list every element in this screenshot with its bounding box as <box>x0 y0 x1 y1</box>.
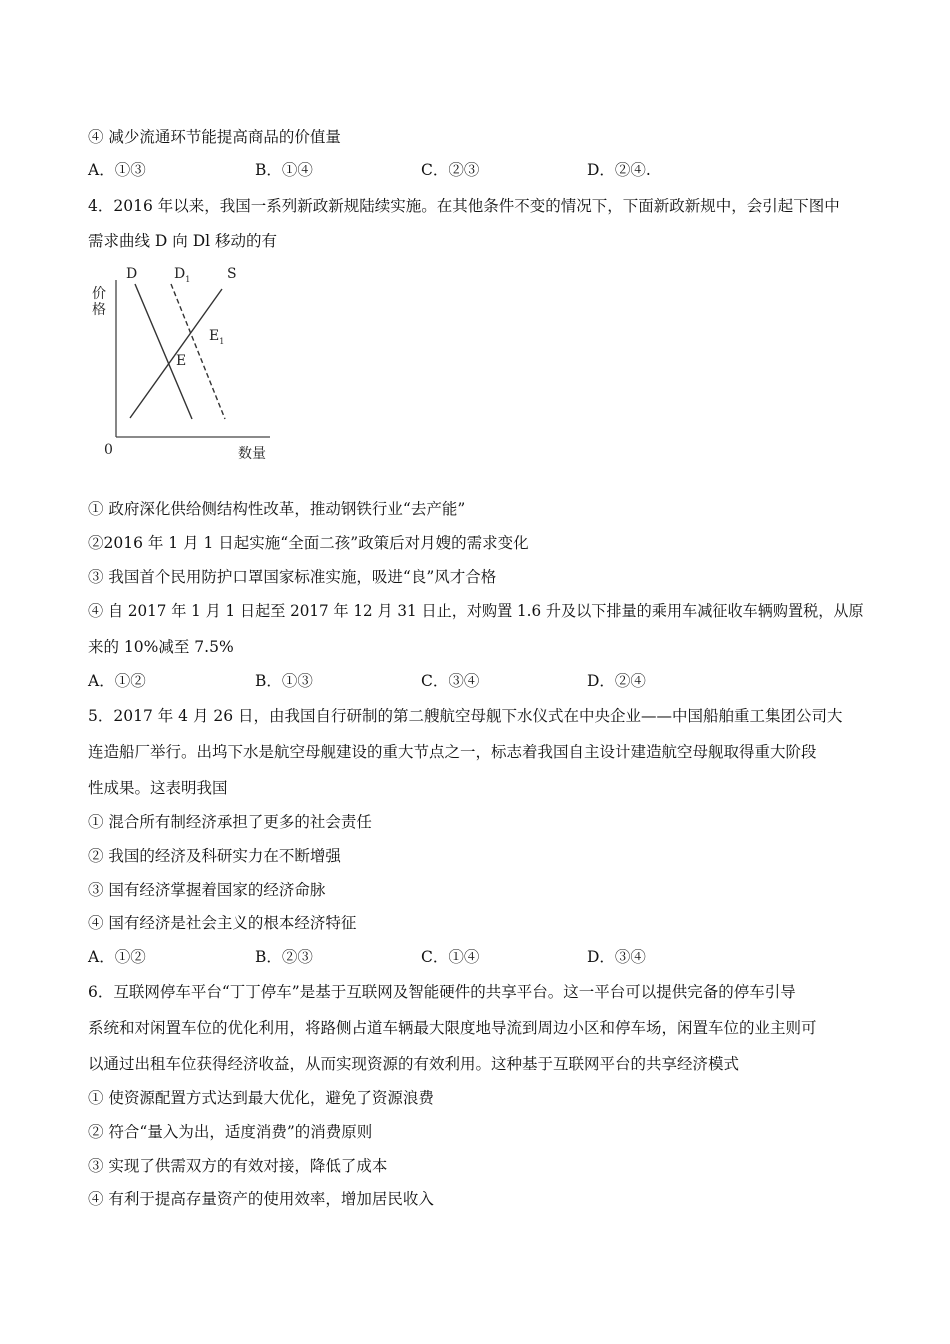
q6-item-4: ④ 有利于提高存量资产的使用效率，增加居民收入 <box>88 1190 434 1208</box>
label-e: E <box>176 353 187 369</box>
q4-item-1: ① 政府深化供给侧结构性改革，推动钢铁行业“去产能” <box>88 500 466 518</box>
q5-stem-line-2: 连造船厂举行。出坞下水是航空母舰建设的重大节点之一，标志着我国自主设计建造航空母舰取得重大阶段 <box>88 743 817 761</box>
q6-item-3: ③ 实现了供需双方的有效对接，降低了成本 <box>88 1157 388 1175</box>
q5-option-a: A．①② <box>88 948 146 966</box>
q6-item-1: ① 使资源配置方式达到最大优化，避免了资源浪费 <box>88 1089 434 1107</box>
q4-item-4-line-2: 来的 10%减至 7.5% <box>88 638 234 656</box>
q4-stem-line-1: 4．2016 年以来，我国一系列新政新规陆续实施。在其他条件不变的情况下，下面新政新规中，会引起下图中 <box>88 197 840 215</box>
q6-stem-line-1: 6．互联网停车平台“丁丁停车”是基于互联网及智能硬件的共享平台。这一平台可以提供完备的停车引导 <box>88 983 796 1001</box>
q5-item-4: ④ 国有经济是社会主义的根本经济特征 <box>88 914 357 932</box>
origin-label: 0 <box>104 442 113 458</box>
y-axis-label-1: 价 <box>92 286 106 302</box>
q4-option-c: C．③④ <box>421 672 480 690</box>
q6-item-2: ② 符合“量入为出，适度消费”的消费原则 <box>88 1123 373 1141</box>
q3-item-4: ④ 减少流通环节能提高商品的价值量 <box>88 128 341 146</box>
q6-stem-line-3: 以通过出租车位获得经济收益，从而实现资源的有效利用。这种基于互联网平台的共享经济模式 <box>88 1055 740 1073</box>
demand-curve-d1 <box>171 284 225 419</box>
label-d1: $D_1$ <box>174 266 191 284</box>
q5-item-3: ③ 国有经济掌握着国家的经济命脉 <box>88 881 326 899</box>
q5-item-1: ① 混合所有制经济承担了更多的社会责任 <box>88 813 372 831</box>
q4-option-d: D．②④ <box>587 672 646 690</box>
q4-stem-line-2: 需求曲线 D 向 Dl 移动的有 <box>88 232 278 250</box>
q5-item-2: ② 我国的经济及科研实力在不断增强 <box>88 847 341 865</box>
q3-option-c: C．②③ <box>421 161 480 179</box>
q3-option-a: A．①③ <box>88 161 146 179</box>
q4-item-4-line-1: ④ 自 2017 年 1 月 1 日起至 2017 年 12 月 31 日止，对购置 1.6 升及以下排量的乘用车减征收车辆购置税，从原 <box>88 602 864 620</box>
q4-item-3: ③ 我国首个民用防护口罩国家标准实施，吸进“良”风才合格 <box>88 568 497 586</box>
q3-option-b: B．①④ <box>255 161 313 179</box>
q5-option-b: B．②③ <box>255 948 313 966</box>
supply-demand-graph <box>88 262 278 467</box>
q5-stem-line-3: 性成果。这表明我国 <box>88 779 228 797</box>
q5-option-c: C．①④ <box>421 948 480 966</box>
label-s: S <box>227 266 237 282</box>
q4-option-b: B．①③ <box>255 672 313 690</box>
q4-option-a: A．①② <box>88 672 146 690</box>
q3-option-d: D．②④. <box>587 161 651 179</box>
label-e1: $E_1$ <box>209 328 225 346</box>
x-axis-label: 数量 <box>238 446 266 462</box>
y-axis-label-2: 格 <box>92 302 106 318</box>
q5-option-d: D．③④ <box>587 948 646 966</box>
label-d: D <box>126 266 138 282</box>
q6-stem-line-2: 系统和对闲置车位的优化利用，将路侧占道车辆最大限度地导流到周边小区和停车场，闲置车位的业主则可 <box>88 1019 817 1037</box>
q5-stem-line-1: 5．2017 年 4 月 26 日，由我国自行研制的第二艘航空母舰下水仪式在中央企业——中国船舶重工集团公司大 <box>88 707 843 725</box>
q4-item-2: ②2016 年 1 月 1 日起实施“全面二孩”政策后对月嫂的需求变化 <box>88 534 529 552</box>
